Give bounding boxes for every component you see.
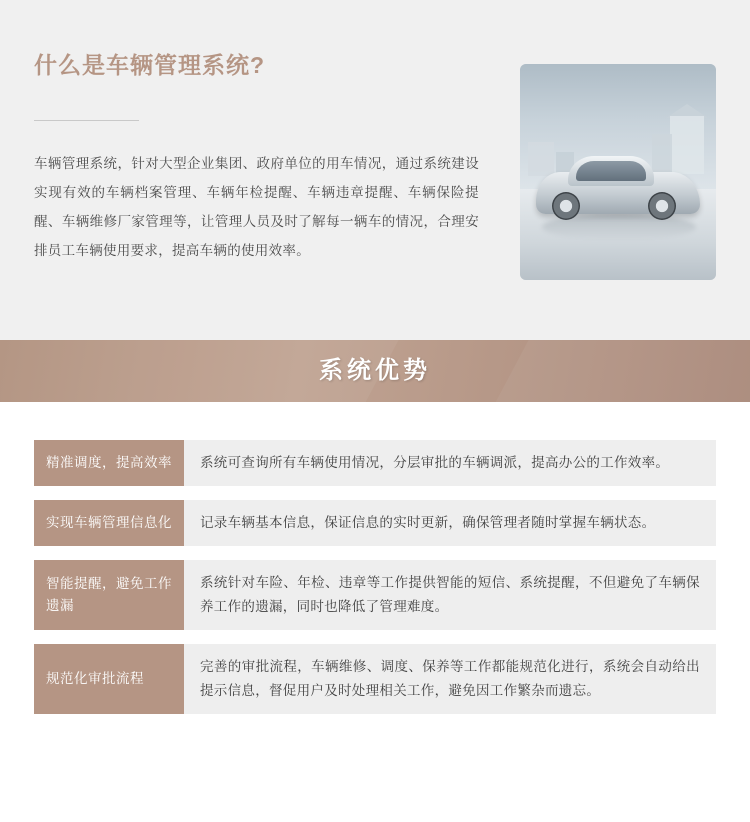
intro-section <box>0 0 750 340</box>
advantages-header-title: 系统优势 <box>319 357 431 384</box>
advantage-label: 规范化审批流程 <box>34 644 184 714</box>
advantages-section <box>0 340 750 714</box>
advantage-description: 系统针对车险、年检、违章等工作提供智能的短信、系统提醒，不但避免了车辆保养工作的遗漏，同时也降低了管理难度。 <box>200 575 700 614</box>
list-item <box>34 440 716 486</box>
photo-building-left <box>528 142 554 176</box>
car-window <box>576 161 646 181</box>
advantages-list <box>0 402 750 714</box>
title-divider <box>34 120 139 121</box>
car-wheel-front <box>552 192 580 220</box>
advantage-label: 智能提醒，避免工作遗漏 <box>34 560 184 630</box>
list-item <box>34 560 716 630</box>
photo-building-right <box>670 116 704 174</box>
list-item <box>34 644 716 714</box>
advantages-header-band <box>0 340 750 402</box>
advantage-description: 完善的审批流程，车辆维修、调度、保养等工作都能规范化进行，系统会自动给出提示信息，督促用户及时处理相关工作，避免因工作繁杂而遗忘。 <box>200 659 700 698</box>
list-item <box>34 500 716 546</box>
sedan-photo <box>520 64 716 280</box>
intro-paragraph: 车辆管理系统，针对大型企业集团、政府单位的用车情况，通过系统建设实现有效的车辆档案管理、车辆年检提醒、车辆违章提醒、车辆保险提醒、车辆维修厂家管理等，让管理人员及时了解每一辆车的情况，合理安排员工车辆使用要求，提高车辆的使用效率。 <box>34 156 479 258</box>
advantage-label: 实现车辆管理信息化 <box>34 500 184 546</box>
advantage-label: 精准调度，提高效率 <box>34 440 184 486</box>
advantage-description: 系统可查询所有车辆使用情况，分层审批的车辆调派，提高办公的工作效率。 <box>200 455 670 470</box>
intro-content <box>34 50 716 340</box>
page-title: 什么是车辆管理系统? <box>34 52 266 78</box>
car-wheel-rear <box>648 192 676 220</box>
photo-building-right2 <box>652 134 672 174</box>
advantage-description: 记录车辆基本信息，保证信息的实时更新，确保管理者随时掌握车辆状态。 <box>200 515 656 530</box>
